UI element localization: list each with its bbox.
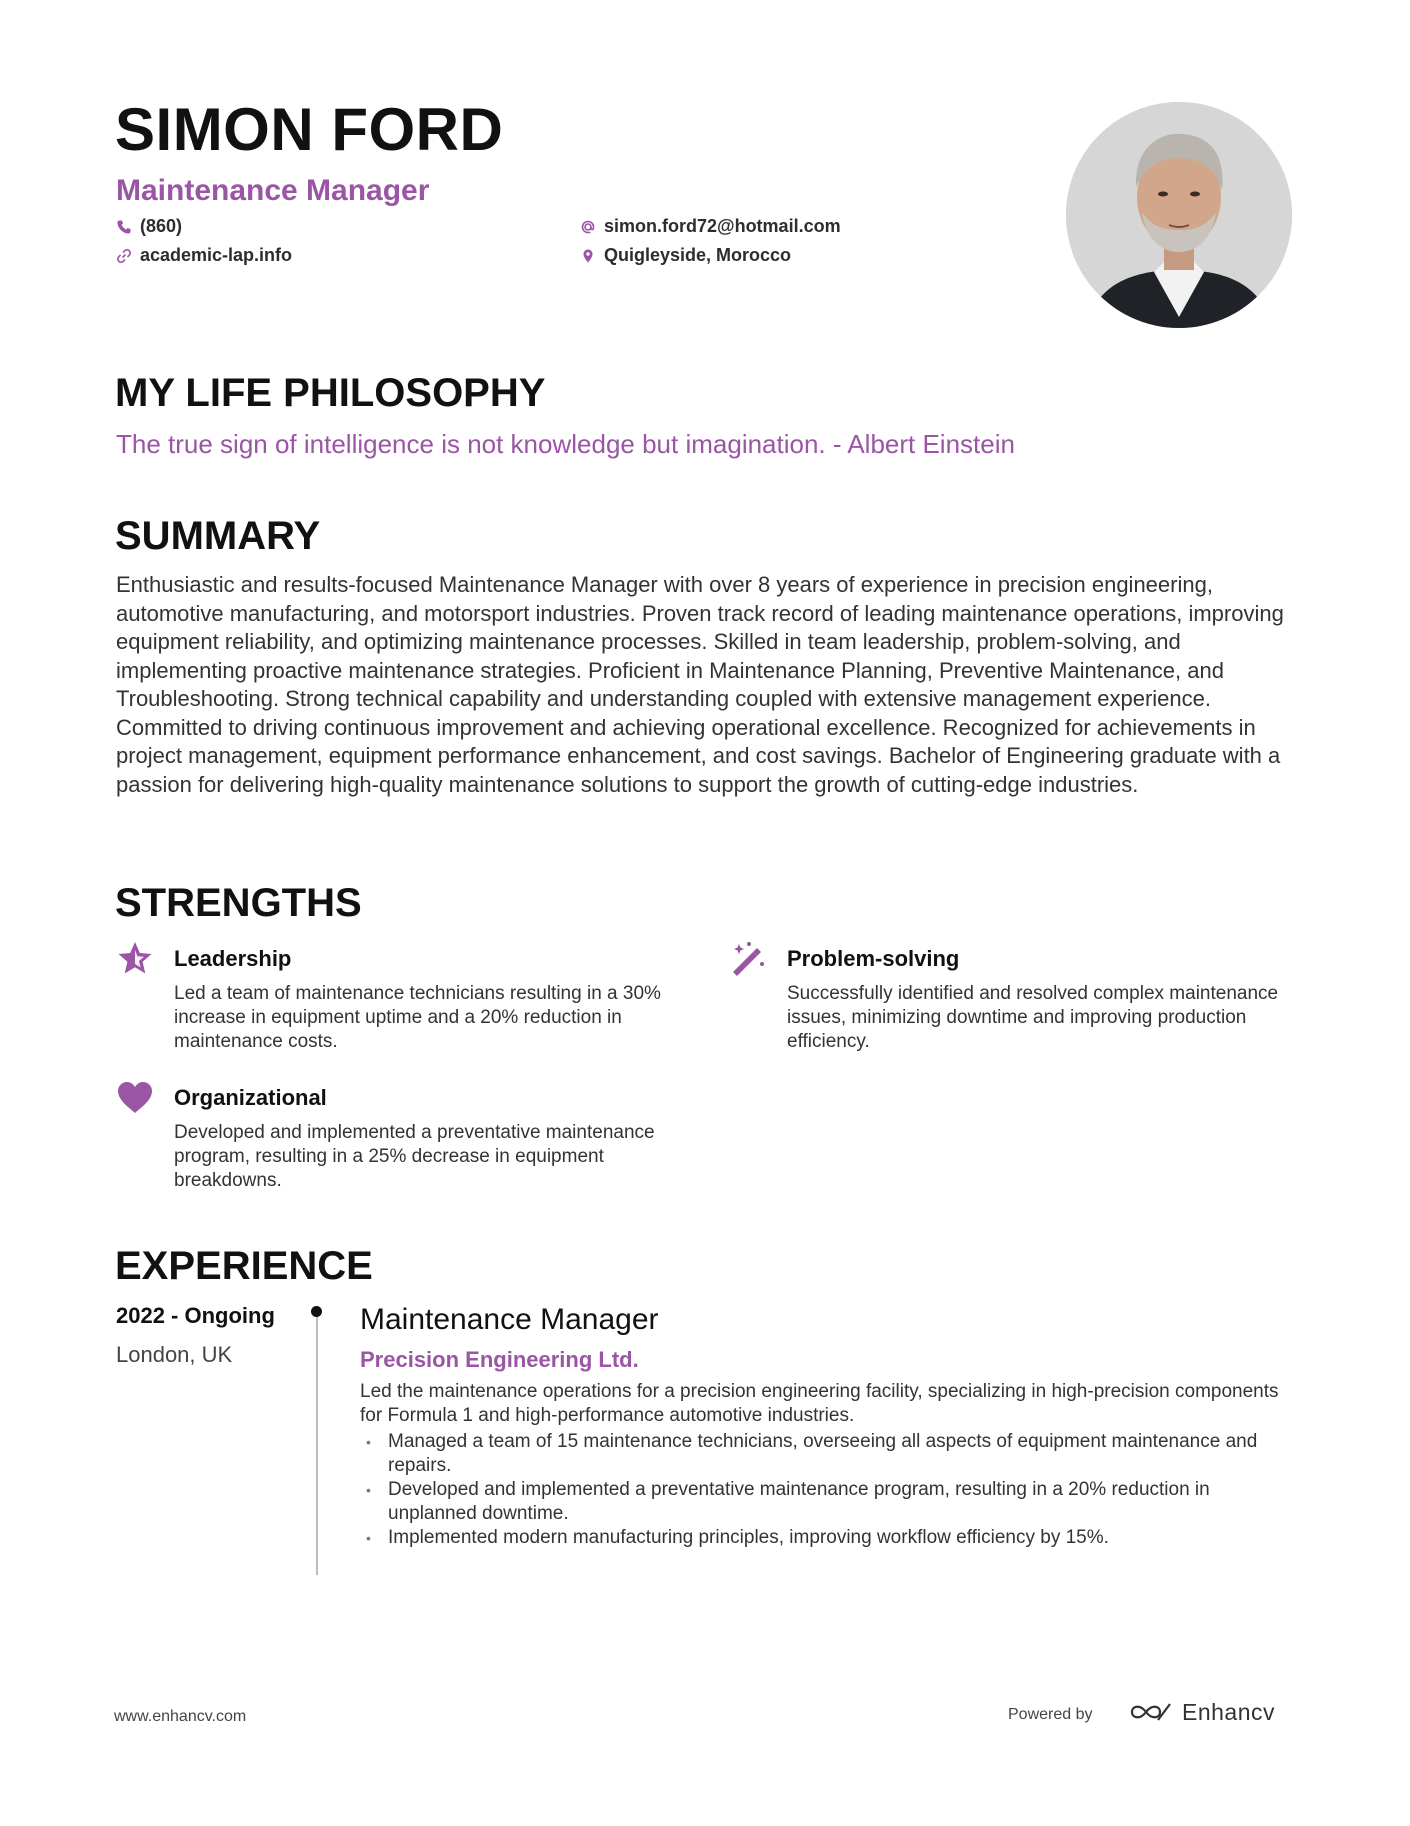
enhancv-logo-icon: [1128, 1698, 1174, 1726]
timeline-dot: [311, 1306, 322, 1317]
star-icon: [116, 940, 154, 978]
strength-desc: Successfully identified and resolved complex maintenance issues, minimizing downtime and improving production efficiency.: [787, 983, 1279, 1052]
heart-icon: [116, 1079, 154, 1117]
experience-bullets: [360, 1430, 1300, 1550]
experience-company: Precision Engineering Ltd.: [360, 1347, 639, 1372]
footer-powered-by: Powered by: [1008, 1706, 1093, 1723]
experience-description: Led the maintenance operations for a precision engineering facility, specializing in high-precision components for Formula 1 and high-performance automotive industries.: [360, 1381, 1279, 1426]
contact-email-text: simon.ford72@hotmail.com: [604, 216, 841, 236]
experience-bullet: • Managed a team of 15 maintenance technicians, overseeing all aspects of equipment maintenance and repairs.: [360, 1430, 1300, 1478]
candidate-title: Maintenance Manager: [116, 174, 430, 207]
contact-location: [580, 245, 791, 266]
contact-phone[interactable]: [116, 216, 182, 237]
contact-website[interactable]: [116, 245, 292, 266]
contact-phone-text: (860): [140, 216, 183, 236]
strength-desc: Developed and implemented a preventative maintenance program, resulting in a 25% decrease in equipment breakdowns.: [174, 1122, 655, 1191]
summary-text: Enthusiastic and results-focused Maintenance Manager with over 8 years of experience in precision engineering, automotive manufacturing, and motorsport industries. Proven track record of leading maintenance operations, improving equipment reliability, and optimizing maintenance processes. Skilled in team leadership, problem-solving, and implementing proactive maintenance strategies. Proficient in Maintenance Planning, Preventive Maintenance, and Troubleshooting. Strong technical capability and understanding coupled with extensive management experience. Committed to driving continuous improvement and achieving operational excellence. Recognized for achievements in project management, equipment performance enhancement, and cost savings. Bachelor of Engineering graduate with a passion for delivering high-quality maintenance solutions to support the growth of cutting-edge industries.: [116, 572, 1284, 797]
footer-brand: Enhancv: [1182, 1698, 1276, 1725]
experience-period: 2022 - Ongoing: [116, 1303, 275, 1328]
location-pin-icon: [580, 248, 596, 264]
experience-bullet: • Developed and implemented a preventative maintenance program, resulting in a 20% reduction in unplanned downtime.: [360, 1478, 1300, 1526]
portrait-illustration: [1066, 102, 1292, 328]
candidate-name: SIMON FORD: [115, 96, 504, 163]
experience-bullet: • Implemented modern manufacturing principles, improving workflow efficiency by 15%.: [360, 1526, 1300, 1550]
magic-wand-icon: [729, 940, 767, 978]
experience-role: Maintenance Manager: [360, 1303, 659, 1336]
timeline-line: [316, 1313, 318, 1575]
strength-name: Leadership: [174, 946, 292, 971]
contact-website-text: academic-lap.info: [140, 245, 293, 265]
contact-location-text: Quigleyside, Morocco: [604, 245, 792, 265]
experience-heading: EXPERIENCE: [115, 1244, 373, 1288]
strength-desc: Led a team of maintenance technicians resulting in a 30% increase in equipment uptime and a 20% reduction in maintenance costs.: [174, 983, 661, 1052]
strength-name: Problem-solving: [787, 946, 960, 971]
philosophy-quote: The true sign of intelligence is not knowledge but imagination. - Albert Einstein: [116, 429, 1015, 459]
philosophy-heading: MY LIFE PHILOSOPHY: [115, 371, 546, 415]
summary-heading: SUMMARY: [115, 514, 321, 558]
footer-logo[interactable]: [1128, 1698, 1275, 1726]
experience-location: London, UK: [116, 1342, 233, 1367]
phone-icon: [116, 219, 132, 235]
at-icon: [580, 219, 596, 235]
link-icon: [116, 248, 132, 264]
strengths-heading: STRENGTHS: [115, 881, 362, 925]
contact-email[interactable]: [580, 216, 841, 237]
strength-name: Organizational: [174, 1085, 327, 1110]
avatar: [1066, 102, 1292, 328]
footer-url[interactable]: www.enhancv.com: [114, 1708, 247, 1725]
